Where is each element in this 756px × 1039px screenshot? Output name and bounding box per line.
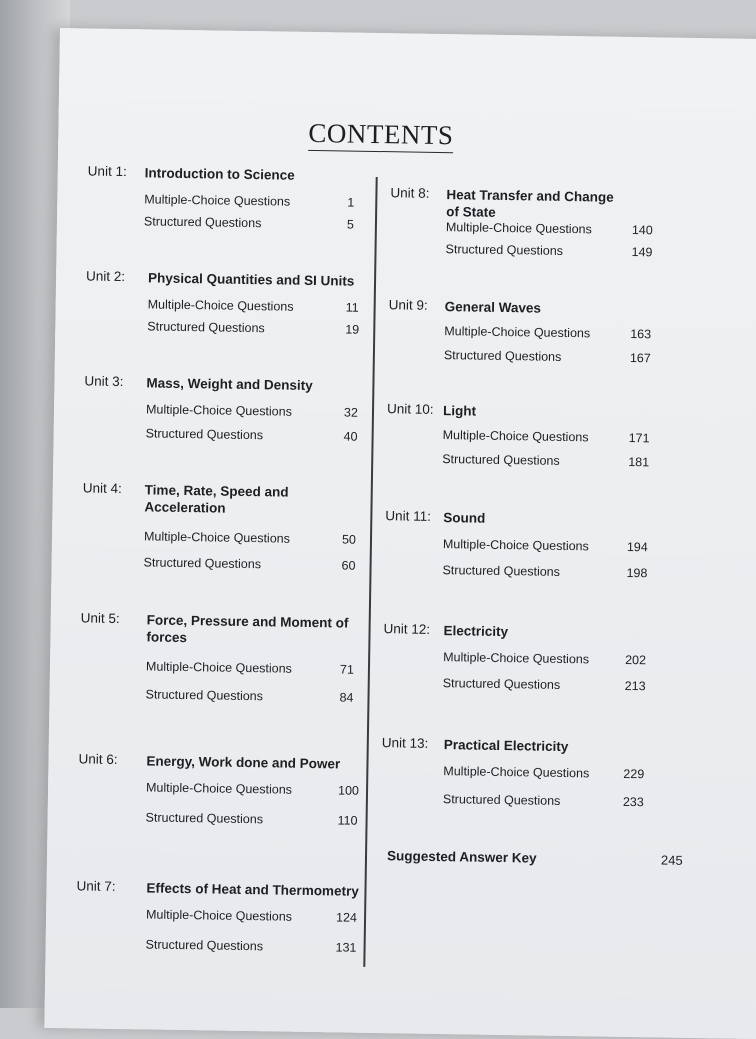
entry-page-number: 100 bbox=[337, 783, 360, 798]
unit-title: Mass, Weight and Density bbox=[146, 375, 313, 394]
entry-label: Multiple-Choice Questions bbox=[145, 659, 292, 676]
mcq-entry bbox=[442, 537, 648, 555]
entry-page-number: 19 bbox=[345, 322, 360, 337]
entry-page-number: 124 bbox=[335, 910, 358, 925]
entry-label: Multiple-Choice Questions bbox=[143, 529, 291, 546]
entry-page-number: 71 bbox=[339, 662, 354, 677]
unit-title: Force, Pressure and Moment of forces bbox=[146, 612, 349, 646]
entry-page-number: 171 bbox=[628, 430, 650, 446]
entry-label: Structured Questions bbox=[145, 810, 264, 827]
entry-label: Structured Questions bbox=[147, 319, 265, 336]
entry-page-number: 84 bbox=[339, 690, 354, 705]
entry-page-number: 110 bbox=[337, 813, 358, 828]
entry-label: Structured Questions bbox=[145, 687, 264, 704]
sq-entry bbox=[442, 676, 646, 694]
entry-page-number: 11 bbox=[345, 300, 359, 315]
entry-label: Structured Questions bbox=[145, 426, 264, 443]
entry-page-number: 1 bbox=[347, 195, 355, 210]
entry-label: Structured Questions bbox=[442, 563, 561, 579]
entry-page-number: 229 bbox=[623, 766, 645, 782]
sq-entry bbox=[143, 555, 356, 573]
entry-label: Multiple-Choice Questions bbox=[144, 192, 291, 209]
entry-page-number: 198 bbox=[626, 565, 648, 581]
entry-label: Structured Questions bbox=[445, 242, 564, 258]
entry-page-number: 202 bbox=[625, 652, 647, 668]
mcq-entry bbox=[445, 220, 653, 238]
mcq-entry bbox=[145, 402, 359, 420]
mcq-entry bbox=[443, 764, 645, 782]
page-title: CONTENTS bbox=[308, 118, 454, 153]
sq-entry bbox=[145, 687, 354, 705]
mcq-entry bbox=[444, 324, 652, 342]
sq-entry bbox=[442, 452, 650, 470]
entry-page-number: 167 bbox=[629, 350, 651, 366]
entry-page-number: 5 bbox=[346, 217, 355, 232]
mcq-entry bbox=[147, 297, 359, 315]
entry-label: Multiple-Choice Questions bbox=[147, 297, 294, 314]
unit-title: Electricity bbox=[443, 623, 509, 640]
contents-page bbox=[44, 28, 756, 1039]
unit-number: Unit 4: bbox=[82, 480, 122, 497]
unit-title: Effects of Heat and Thermometry bbox=[146, 880, 359, 899]
unit-title: Heat Transfer and Change of State bbox=[446, 187, 614, 220]
mcq-entry bbox=[145, 780, 360, 798]
unit-number: Unit 3: bbox=[84, 373, 124, 390]
mcq-entry bbox=[143, 529, 357, 547]
unit-number: Unit 13: bbox=[381, 735, 429, 751]
unit-number: Unit 1: bbox=[87, 163, 127, 180]
unit-number: Unit 10: bbox=[386, 401, 434, 417]
unit-number: Unit 8: bbox=[390, 185, 430, 201]
entry-label: Multiple-Choice Questions bbox=[145, 402, 293, 419]
answer-key-label: Suggested Answer Key bbox=[386, 848, 537, 866]
entry-label: Structured Questions bbox=[442, 676, 561, 692]
entry-page-number: 50 bbox=[341, 532, 357, 547]
sq-entry bbox=[143, 214, 355, 232]
mcq-entry bbox=[145, 907, 358, 925]
entry-page-number: 194 bbox=[626, 539, 648, 555]
unit-number: Unit 11: bbox=[385, 508, 432, 524]
sq-entry bbox=[442, 563, 648, 581]
sq-entry bbox=[145, 810, 358, 828]
entry-page-number: 163 bbox=[630, 326, 652, 342]
entry-label: Structured Questions bbox=[145, 937, 264, 954]
entry-page-number: 32 bbox=[343, 405, 359, 420]
entry-page-number: 233 bbox=[622, 794, 644, 810]
unit-number: Unit 5: bbox=[80, 610, 120, 627]
entry-label: Multiple-Choice Questions bbox=[443, 764, 590, 781]
entry-page-number: 140 bbox=[631, 223, 653, 238]
sq-entry bbox=[147, 319, 360, 337]
entry-label: Multiple-Choice Questions bbox=[145, 907, 293, 924]
column-divider bbox=[363, 177, 377, 967]
entry-label: Structured Questions bbox=[143, 555, 262, 572]
unit-title: Introduction to Science bbox=[144, 165, 295, 183]
entry-page-number: 181 bbox=[628, 454, 650, 470]
entry-page-number: 149 bbox=[631, 245, 653, 260]
unit-number: Unit 7: bbox=[76, 878, 116, 894]
mcq-entry bbox=[443, 650, 647, 668]
unit-title: Time, Rate, Speed and Acceleration bbox=[144, 482, 289, 516]
entry-label: Structured Questions bbox=[143, 214, 262, 231]
unit-title: Energy, Work done and Power bbox=[146, 753, 341, 772]
entry-page-number: 213 bbox=[624, 678, 646, 694]
sq-entry bbox=[443, 348, 651, 366]
unit-title: General Waves bbox=[444, 299, 542, 316]
entry-page-number: 60 bbox=[341, 558, 356, 573]
unit-number: Unit 9: bbox=[388, 297, 428, 313]
sq-entry bbox=[442, 792, 644, 810]
answer-key-page: 245 bbox=[660, 852, 683, 868]
entry-label: Structured Questions bbox=[443, 348, 562, 364]
entry-label: Multiple-Choice Questions bbox=[443, 650, 590, 667]
unit-title: Light bbox=[442, 403, 477, 419]
unit-title: Practical Electricity bbox=[443, 737, 569, 755]
unit-title: Physical Quantities and SI Units bbox=[147, 270, 355, 289]
unit-number: Unit 2: bbox=[85, 268, 126, 285]
sq-entry bbox=[145, 937, 357, 955]
mcq-entry bbox=[442, 428, 650, 446]
entry-label: Multiple-Choice Questions bbox=[145, 780, 293, 797]
entry-label: Multiple-Choice Questions bbox=[445, 220, 592, 237]
entry-page-number: 40 bbox=[343, 429, 358, 444]
mcq-entry bbox=[145, 659, 354, 677]
entry-label: Structured Questions bbox=[442, 792, 561, 808]
entry-label: Multiple-Choice Questions bbox=[444, 324, 591, 341]
unit-number: Unit 12: bbox=[383, 621, 431, 637]
mcq-entry bbox=[144, 192, 355, 210]
entry-page-number: 131 bbox=[335, 940, 357, 955]
unit-number: Unit 6: bbox=[78, 751, 118, 767]
unit-title: Sound bbox=[443, 510, 486, 526]
entry-label: Structured Questions bbox=[442, 452, 560, 468]
sq-entry bbox=[445, 242, 653, 260]
entry-label: Multiple-Choice Questions bbox=[442, 537, 589, 554]
sq-entry bbox=[145, 426, 358, 444]
entry-label: Multiple-Choice Questions bbox=[442, 428, 589, 445]
